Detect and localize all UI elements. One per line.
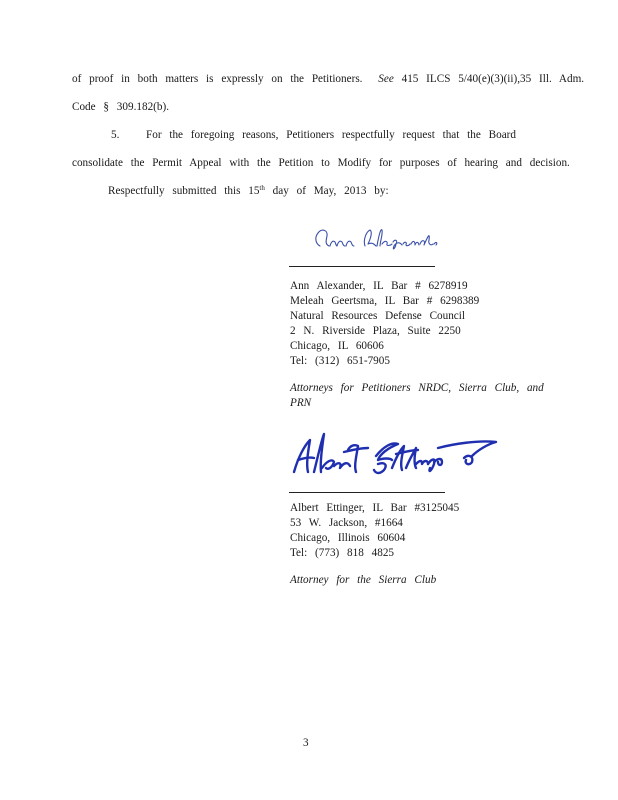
signature-line-2 <box>289 492 445 493</box>
paragraph-number: 5. <box>111 129 120 141</box>
attorney-line: Albert Ettinger, IL Bar #3125045 <box>290 502 460 514</box>
phone-line: Tel: (312) 651-7905 <box>290 355 390 367</box>
attorney-line: Meleah Geertsma, IL Bar # 6298389 <box>290 295 480 307</box>
organization-line: Natural Resources Defense Council <box>290 310 465 322</box>
attorneys-role-line2: PRN <box>290 397 312 409</box>
phone-line: Tel: (773) 818 4825 <box>290 547 395 559</box>
page-number: 3 <box>303 737 309 749</box>
paragraph-end-line2: Code § 309.182(b). <box>72 101 170 113</box>
paragraph5-line1: For the foregoing reasons, Petitioners respectfully request that the Board <box>146 129 516 141</box>
attorney-role: Attorney for the Sierra Club <box>290 574 437 586</box>
paragraph5-line2: consolidate the Permit Appeal with the Petition to Modify for purposes of hearing and decision. <box>72 157 570 169</box>
attorneys-role-line1: Attorneys for Petitioners NRDC, Sierra Club, and <box>290 382 544 394</box>
attorney-line: Ann Alexander, IL Bar # 6278919 <box>290 280 468 292</box>
paragraph-end-line1: of proof in both matters is expressly on the Petitioners. See 415 ILCS 5/40(e)(3)(ii),35 Ill. Adm. <box>72 73 585 85</box>
signature-line-1 <box>289 266 435 267</box>
city-line: Chicago, Illinois 60604 <box>290 532 406 544</box>
address-line: 53 W. Jackson, #1664 <box>290 517 403 529</box>
signature-albert-ettinger <box>288 428 503 480</box>
submission-line: Respectfully submitted this 15th day of May, 2013 by: <box>108 184 389 197</box>
address-line: 2 N. Riverside Plaza, Suite 2250 <box>290 325 461 337</box>
city-line: Chicago, IL 60606 <box>290 340 384 352</box>
signature-ann-alexander <box>310 222 440 254</box>
